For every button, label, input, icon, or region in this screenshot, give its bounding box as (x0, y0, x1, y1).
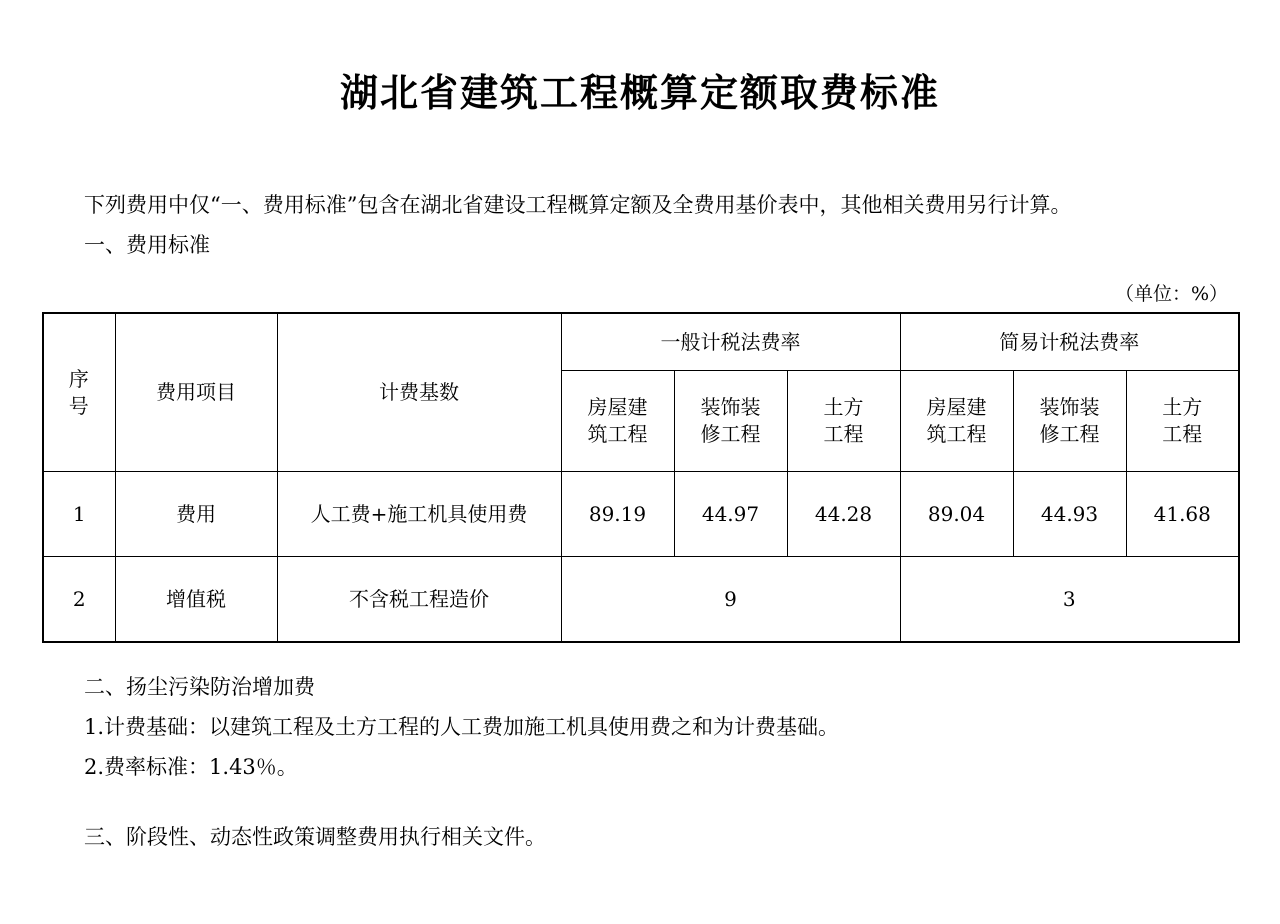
section-two-line-1: 1.计费基础：以建筑工程及土方工程的人工费加施工机具使用费之和为计费基础。 (84, 715, 840, 739)
row1-simple-decoration: 44.93 (1013, 472, 1126, 557)
sections-block (42, 667, 1238, 857)
row1-item: 费用 (115, 472, 277, 557)
header-no-line1: 序 (68, 366, 90, 391)
header-no (43, 313, 115, 472)
fee-standard-table (42, 312, 1240, 643)
header-simple-group: 简易计税法费率 (900, 313, 1239, 371)
row1-simple-housing: 89.04 (900, 472, 1013, 557)
row1-base: 人工费+施工机具使用费 (277, 472, 561, 557)
section-spacer (42, 787, 1238, 817)
intro-paragraph: 下列费用中仅“一、费用标准”包含在湖北省建设工程概算定额及全费用基价表中，其他相关费用另行计算。 (84, 193, 1072, 217)
row2-simple-value: 3 (900, 557, 1239, 643)
header-simple-decoration: 装饰装 修工程 (1013, 371, 1126, 472)
header-no-line2: 号 (68, 393, 90, 418)
row1-simple-earthwork: 41.68 (1126, 472, 1239, 557)
header-simple-housing: 房屋建 筑工程 (900, 371, 1013, 472)
header-item: 费用项目 (115, 313, 277, 472)
row2-base: 不含税工程造价 (277, 557, 561, 643)
table-header-row-1 (43, 313, 1239, 371)
table-row (43, 557, 1239, 643)
row1-general-earthwork: 44.28 (787, 472, 900, 557)
unit-note: （单位：%） (1114, 283, 1228, 305)
intro-block (42, 185, 1238, 265)
header-general-housing: 房屋建 筑工程 (561, 371, 674, 472)
row1-general-housing: 89.19 (561, 472, 674, 557)
section-three-heading: 三、阶段性、动态性政策调整费用执行相关文件。 (84, 825, 546, 849)
section-two-line-2: 2.费率标准：1.43％。 (84, 755, 298, 779)
row1-no: 1 (43, 472, 115, 557)
header-general-group: 一般计税法费率 (561, 313, 900, 371)
header-base: 计费基数 (277, 313, 561, 472)
header-simple-earthwork: 土方 工程 (1126, 371, 1239, 472)
page-title: 湖北省建筑工程概算定额取费标准 (339, 71, 940, 115)
section-one-heading: 一、费用标准 (84, 233, 210, 257)
table-row (43, 472, 1239, 557)
section-two-heading: 二、扬尘污染防治增加费 (84, 675, 315, 699)
header-general-earthwork: 土方 工程 (787, 371, 900, 472)
header-general-decoration: 装饰装 修工程 (674, 371, 787, 472)
row2-no: 2 (43, 557, 115, 643)
row2-item: 增值税 (115, 557, 277, 643)
row2-general-value: 9 (561, 557, 900, 643)
row1-general-decoration: 44.97 (674, 472, 787, 557)
